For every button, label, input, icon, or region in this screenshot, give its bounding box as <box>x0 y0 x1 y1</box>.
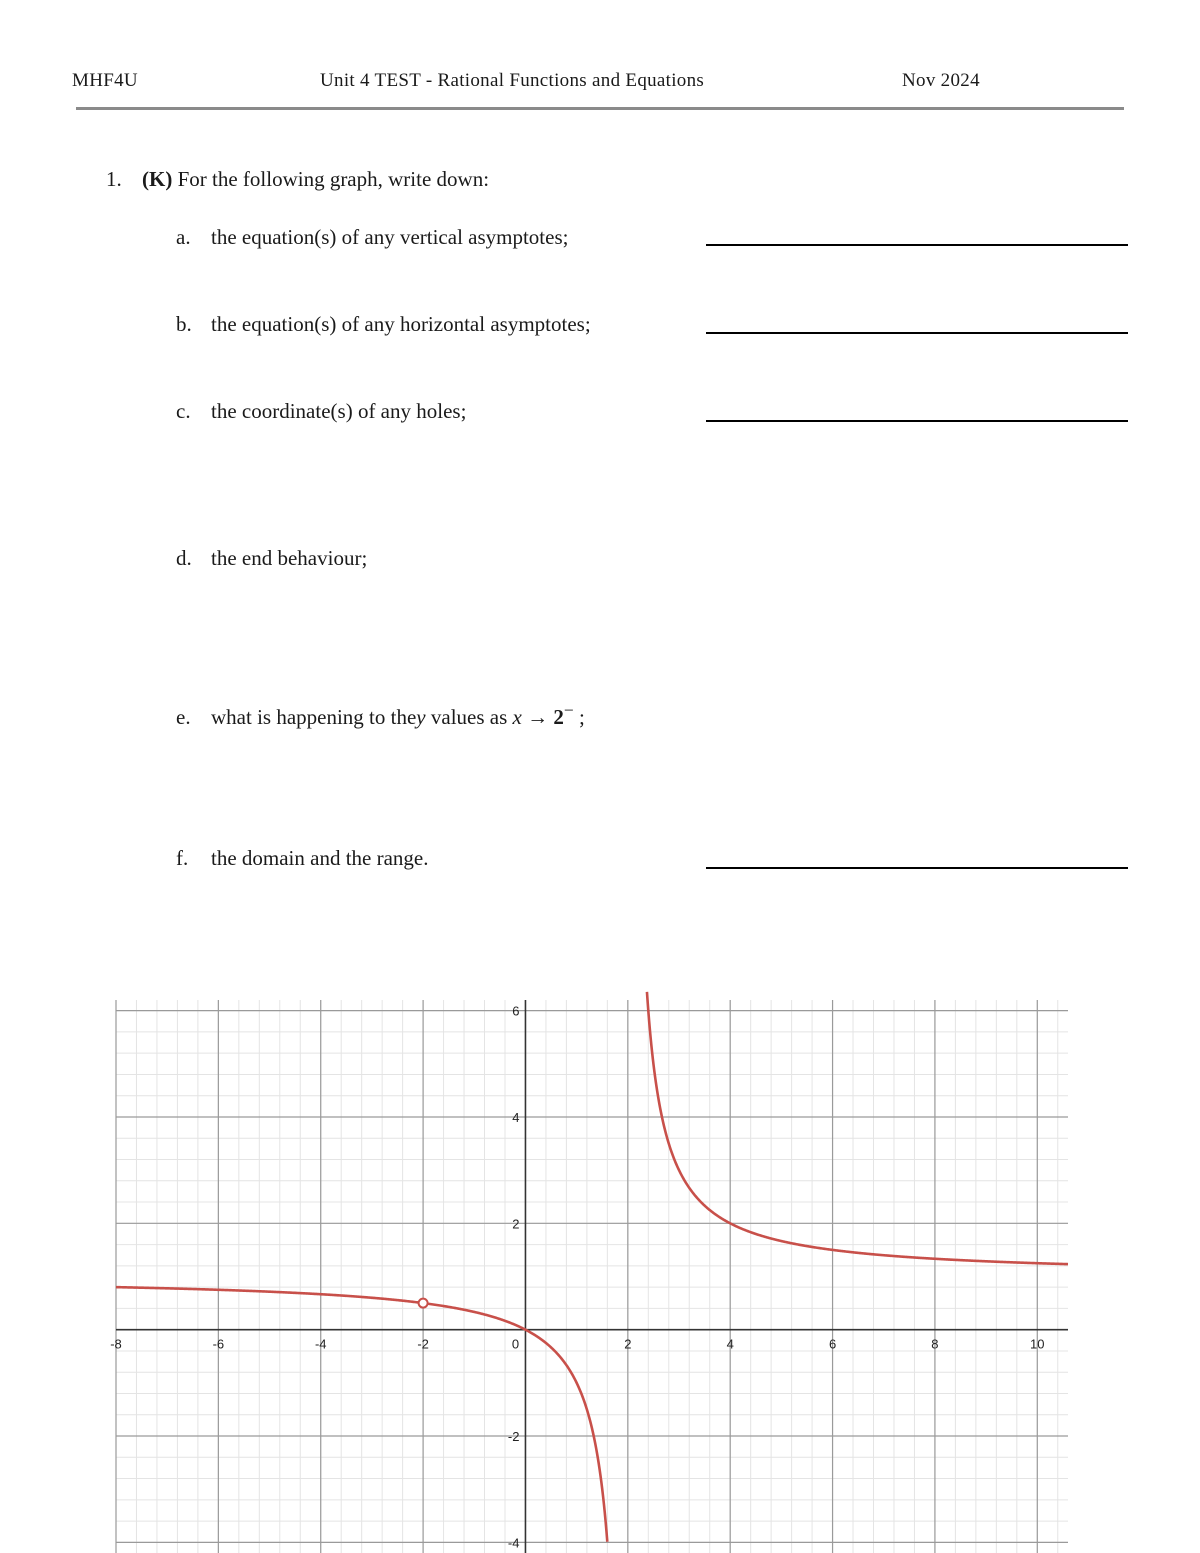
part-b <box>176 312 591 337</box>
x-tick-label: -2 <box>417 1336 429 1352</box>
part-f <box>176 846 429 871</box>
x-tick-label: 0 <box>511 1336 520 1352</box>
var-x: x <box>512 705 522 729</box>
x-tick-label: -4 <box>314 1336 327 1352</box>
y-tick-label: -4 <box>507 1535 520 1551</box>
answer-line-b[interactable] <box>706 332 1128 334</box>
question-number: 1. <box>106 167 122 191</box>
part-text-before: what is happening to the <box>211 705 417 729</box>
answer-line-c[interactable] <box>706 420 1128 422</box>
part-text-end: ; <box>578 705 585 729</box>
part-letter: d. <box>176 546 192 570</box>
part-c <box>176 399 466 424</box>
rational-function-graph <box>0 990 1200 1553</box>
answer-line-f[interactable] <box>706 867 1128 869</box>
question-prompt: For the following graph, write down: <box>177 167 490 191</box>
x-tick-label: 6 <box>828 1336 837 1352</box>
x-tick-label: 2 <box>624 1336 632 1352</box>
part-d <box>176 546 367 571</box>
x-tick-label: 4 <box>726 1336 734 1352</box>
part-letter: a. <box>176 225 191 249</box>
part-letter: b. <box>176 312 192 336</box>
part-e <box>176 700 585 730</box>
hole-point <box>419 1299 428 1308</box>
arrow-symbol: → <box>527 705 549 729</box>
y-tick-label: -2 <box>507 1429 520 1445</box>
var-y: y <box>416 705 426 729</box>
y-tick-label: 6 <box>512 1003 520 1019</box>
part-text: the equation(s) of any vertical asymptotes; <box>211 225 569 249</box>
x-tick-label: -8 <box>110 1336 122 1352</box>
course-code: MHF4U <box>72 70 138 91</box>
grid-minor <box>116 1000 1068 1553</box>
x-tick-label: 8 <box>931 1336 939 1352</box>
part-a <box>176 225 568 250</box>
test-title: Unit 4 TEST - Rational Functions and Equations <box>320 70 705 91</box>
grid-major <box>116 1000 1068 1553</box>
part-text-mid: values as <box>430 705 508 729</box>
y-tick-label: 4 <box>512 1109 520 1125</box>
answer-line-a[interactable] <box>706 244 1128 246</box>
part-letter: e. <box>176 705 191 729</box>
question-tag: (K) <box>142 167 173 191</box>
tick-labels <box>110 1004 1044 1551</box>
part-text: the equation(s) of any horizontal asymptotes; <box>211 312 591 336</box>
y-tick-label: 2 <box>512 1216 520 1232</box>
test-date: Nov 2024 <box>902 70 980 91</box>
part-letter: c. <box>176 399 191 423</box>
part-letter: f. <box>176 846 189 870</box>
part-text: the coordinate(s) of any holes; <box>211 399 467 423</box>
limit-value: 2 <box>553 705 564 729</box>
x-tick-label: -6 <box>212 1336 225 1352</box>
header-rule <box>76 107 1124 110</box>
axes <box>116 1000 1068 1553</box>
limit-sign: − <box>563 700 574 720</box>
part-text: the domain and the range. <box>211 846 429 870</box>
question-1 <box>106 167 489 192</box>
x-tick-label: 10 <box>1030 1336 1045 1352</box>
part-text: the end behaviour; <box>211 546 368 570</box>
